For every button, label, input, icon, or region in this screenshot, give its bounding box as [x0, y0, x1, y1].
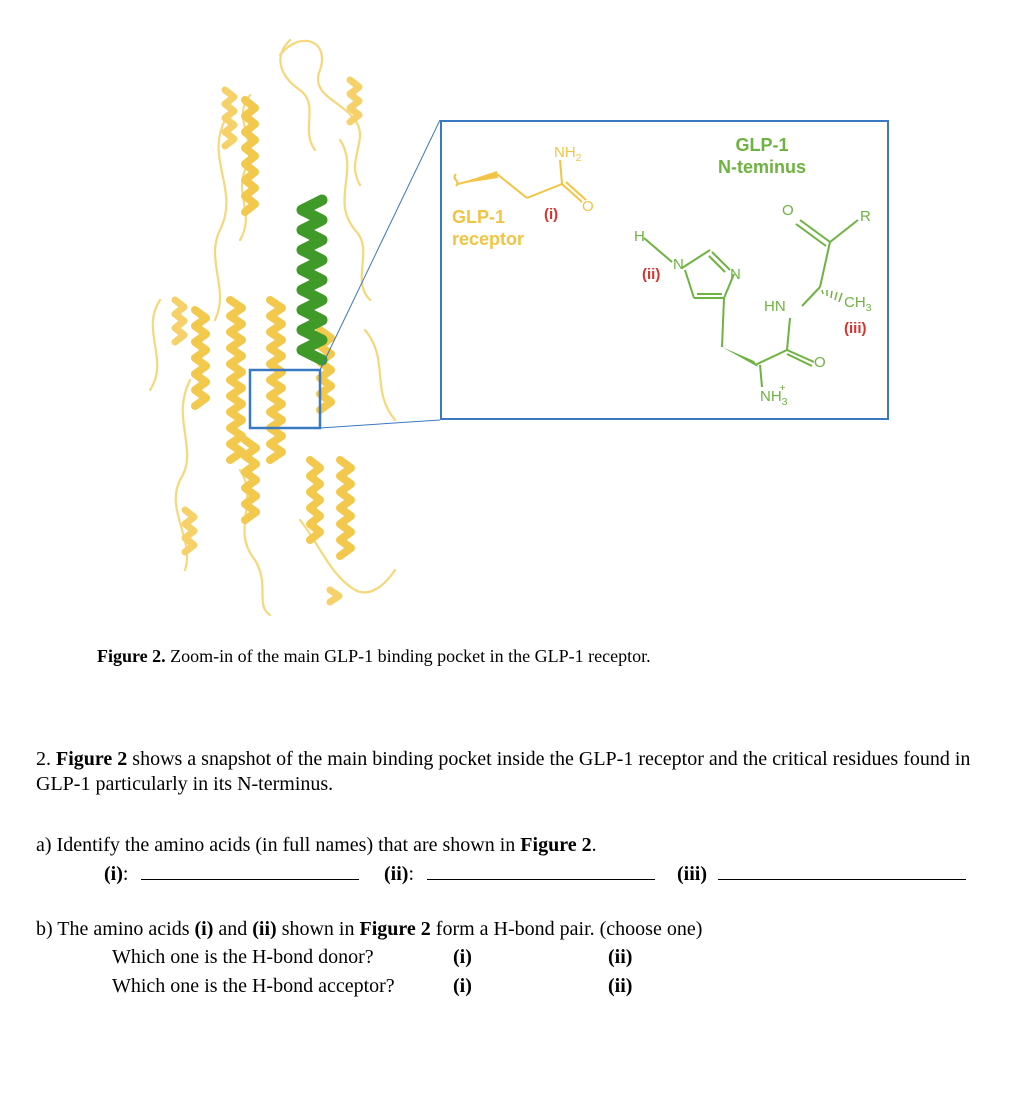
- answer-blank-iii[interactable]: [718, 861, 966, 880]
- acceptor-option-ii[interactable]: (ii): [608, 975, 633, 997]
- answer-line-iii[interactable]: (iii): [677, 861, 966, 887]
- answer-line-ii[interactable]: (ii):: [384, 861, 655, 887]
- nh3-label: $NH_3^+$: [760, 382, 788, 408]
- donor-option-i[interactable]: (i): [453, 946, 472, 968]
- acceptor-question: Which one is the H-bond acceptor?: [112, 975, 395, 997]
- answer-blank-ii[interactable]: [427, 861, 655, 880]
- hn-label: HN: [764, 298, 786, 315]
- inset-panel: [440, 120, 889, 420]
- marker-iii: (iii): [844, 320, 867, 337]
- oxygen-label-alanine: O: [782, 202, 794, 219]
- marker-i: (i): [544, 206, 559, 223]
- chemical-bonds: [442, 122, 891, 422]
- nh2-label: $NH_2$: [554, 144, 582, 164]
- question-a: a) Identify the amino acids (in full names) that are shown in Figure 2.: [36, 834, 597, 856]
- nitrogen-label-2: N: [730, 266, 741, 283]
- answer-blank-i[interactable]: [141, 861, 359, 880]
- marker-ii: (ii): [642, 266, 661, 283]
- donor-question: Which one is the H-bond donor?: [112, 946, 374, 968]
- glp1-terminus-label: GLP-1 N-teminus: [717, 135, 806, 177]
- hydrogen-label: H: [634, 228, 645, 245]
- r-group-label: R: [860, 208, 871, 225]
- donor-option-ii[interactable]: (ii): [608, 946, 633, 968]
- nitrogen-label-1: N: [673, 256, 684, 273]
- oxygen-label-receptor: O: [582, 198, 594, 215]
- question-b: b) The amino acids (i) and (ii) shown in Figure 2 form a H-bond pair. (choose one): [36, 918, 703, 940]
- question-intro: 2. Figure 2 shows a snapshot of the main binding pocket inside the GLP-1 receptor and the critical residues found in GLP-1 particularly in its N-terminus.: [36, 748, 971, 795]
- acceptor-option-i[interactable]: (i): [453, 975, 472, 997]
- ch3-label: $CH_3$: [844, 294, 872, 314]
- receptor-label: GLP-1 receptor: [452, 207, 525, 249]
- answer-line-i[interactable]: (i):: [104, 861, 359, 887]
- oxygen-label-histidine: O: [814, 354, 826, 371]
- protein-structure-image: [0, 0, 440, 620]
- figure-caption: Figure 2. Zoom-in of the main GLP-1 binding pocket in the GLP-1 receptor.: [97, 646, 651, 666]
